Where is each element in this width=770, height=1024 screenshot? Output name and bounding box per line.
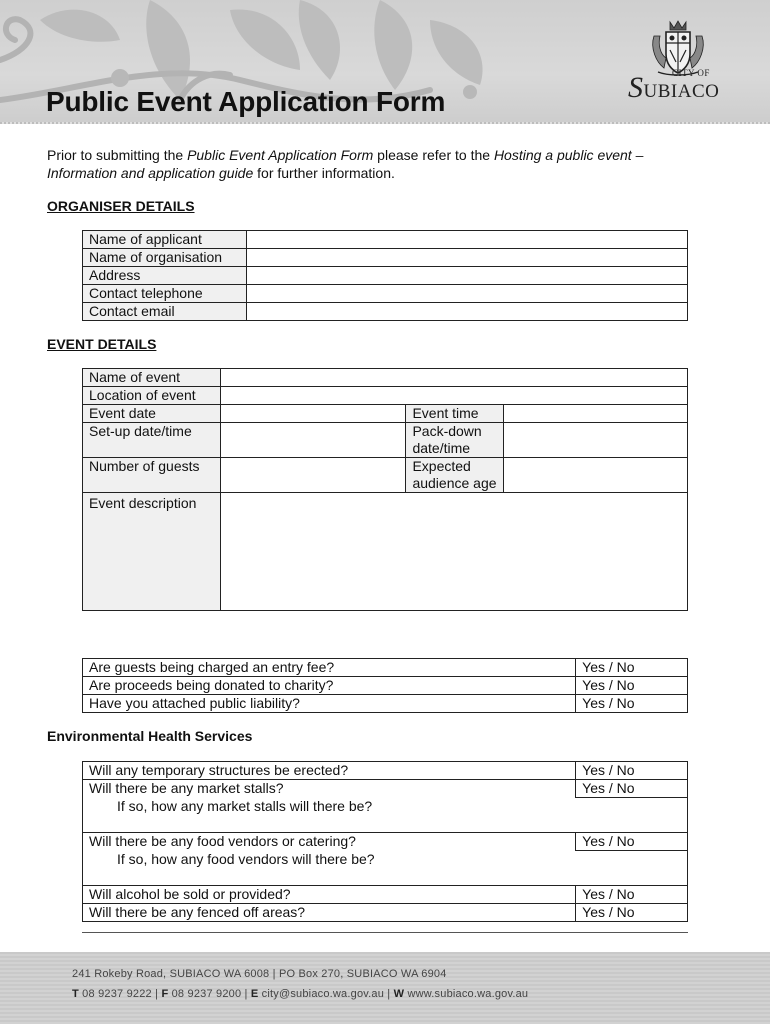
footer-contacts bbox=[72, 988, 528, 1000]
question-label: Are guests being charged an entry fee? bbox=[83, 659, 576, 677]
applicant-name-field[interactable] bbox=[246, 231, 687, 249]
audience-age-field[interactable] bbox=[504, 458, 688, 493]
intro-paragraph bbox=[47, 146, 697, 182]
table-row bbox=[83, 249, 688, 267]
page-title: Public Event Application Form bbox=[46, 86, 446, 117]
intro-text-1: Prior to submitting the bbox=[47, 147, 188, 163]
fax-value: 08 9237 9200 | bbox=[168, 988, 251, 1000]
table-row bbox=[83, 780, 688, 798]
intro-guide-name: Hosting a public event – Information and application guide bbox=[47, 147, 644, 181]
followup-label: If so, how any market stalls will there be? bbox=[117, 798, 373, 814]
question-label: Have you attached public liability? bbox=[83, 695, 576, 713]
field-label: Address bbox=[83, 267, 247, 285]
table-row bbox=[83, 904, 688, 922]
table-row bbox=[83, 303, 688, 321]
table-row bbox=[83, 833, 688, 851]
question-label: Will alcohol be sold or provided? bbox=[83, 886, 576, 904]
website-value: www.subiaco.wa.gov.au bbox=[404, 988, 529, 1000]
fax-label: F bbox=[161, 988, 169, 1000]
intro-form-name: Public Event Application Form bbox=[187, 147, 374, 163]
table-row bbox=[83, 659, 688, 677]
table-row bbox=[83, 695, 688, 713]
page-header bbox=[0, 0, 770, 124]
email-value: city@subiaco.wa.gov.au | bbox=[258, 988, 394, 1000]
setup-datetime-field[interactable] bbox=[220, 423, 406, 458]
event-details-heading: EVENT DETAILS bbox=[47, 336, 157, 352]
question-label: Will there be any fenced off areas? bbox=[83, 904, 576, 922]
organiser-details-table bbox=[82, 230, 688, 321]
followup-label: If so, how any food vendors will there be? bbox=[117, 851, 375, 867]
field-label: Contact email bbox=[83, 303, 247, 321]
table-row bbox=[83, 423, 688, 458]
intro-text-3: for further information. bbox=[253, 165, 395, 181]
field-label: Event description bbox=[83, 493, 221, 611]
question-label: Will there be any market stalls? bbox=[83, 780, 576, 798]
website-label: W bbox=[393, 988, 405, 1000]
question-label: Are proceeds being donated to charity? bbox=[83, 677, 576, 695]
event-description-field[interactable] bbox=[220, 493, 687, 611]
packdown-datetime-field[interactable] bbox=[504, 423, 688, 458]
organiser-details-heading: ORGANISER DETAILS bbox=[47, 198, 195, 214]
city-of-subiaco-logo bbox=[622, 18, 732, 110]
field-label: Name of event bbox=[83, 369, 221, 387]
address-field[interactable] bbox=[246, 267, 687, 285]
field-label: Event date bbox=[83, 405, 221, 423]
event-questions-table bbox=[82, 658, 688, 713]
public-liability-yes-no[interactable]: Yes / No bbox=[576, 695, 688, 713]
table-row bbox=[83, 851, 688, 886]
question-label: Will there be any food vendors or catering? bbox=[83, 833, 576, 851]
question-label: Will any temporary structures be erected? bbox=[83, 762, 576, 780]
field-label: Pack-down date/time bbox=[406, 423, 504, 458]
table-row bbox=[83, 285, 688, 303]
logo-city-of: CITY OF bbox=[672, 68, 710, 78]
table-row bbox=[83, 677, 688, 695]
logo-s: S bbox=[628, 71, 644, 104]
page-footer bbox=[0, 952, 770, 1024]
table-row bbox=[83, 267, 688, 285]
market-stalls-count-field[interactable] bbox=[83, 798, 688, 833]
market-stalls-yes-no[interactable]: Yes / No bbox=[576, 780, 688, 798]
field-label: Event time bbox=[406, 405, 504, 423]
field-label: Contact telephone bbox=[83, 285, 247, 303]
field-label: Expected audience age bbox=[406, 458, 504, 493]
organisation-name-field[interactable] bbox=[246, 249, 687, 267]
intro-text-2: please refer to the bbox=[373, 147, 494, 163]
charity-yes-no[interactable]: Yes / No bbox=[576, 677, 688, 695]
food-vendors-count-field[interactable] bbox=[83, 851, 688, 886]
table-row bbox=[83, 886, 688, 904]
temporary-structures-yes-no[interactable]: Yes / No bbox=[576, 762, 688, 780]
table-row bbox=[83, 231, 688, 249]
telephone-value: 08 9237 9222 | bbox=[78, 988, 162, 1000]
event-location-field[interactable] bbox=[220, 387, 687, 405]
event-details-table bbox=[82, 368, 688, 611]
contact-telephone-field[interactable] bbox=[246, 285, 687, 303]
fenced-areas-yes-no[interactable]: Yes / No bbox=[576, 904, 688, 922]
email-label: E bbox=[250, 988, 259, 1000]
table-row bbox=[83, 458, 688, 493]
event-date-field[interactable] bbox=[220, 405, 406, 423]
table-row bbox=[83, 369, 688, 387]
table-row bbox=[83, 798, 688, 833]
table-row bbox=[83, 762, 688, 780]
table-row bbox=[83, 405, 688, 423]
field-label: Set-up date/time bbox=[83, 423, 221, 458]
contact-email-field[interactable] bbox=[246, 303, 687, 321]
field-label: Name of applicant bbox=[83, 231, 247, 249]
logo-ubiaco: UBIACO bbox=[643, 81, 720, 102]
entry-fee-yes-no[interactable]: Yes / No bbox=[576, 659, 688, 677]
table-row bbox=[83, 493, 688, 611]
footer-divider bbox=[82, 932, 688, 933]
table-row bbox=[83, 387, 688, 405]
field-label: Name of organisation bbox=[83, 249, 247, 267]
field-label: Number of guests bbox=[83, 458, 221, 493]
alcohol-yes-no[interactable]: Yes / No bbox=[576, 886, 688, 904]
telephone-label: T bbox=[72, 988, 79, 1000]
field-label: Location of event bbox=[83, 387, 221, 405]
event-name-field[interactable] bbox=[220, 369, 687, 387]
number-of-guests-field[interactable] bbox=[220, 458, 406, 493]
event-time-field[interactable] bbox=[504, 405, 688, 423]
header-divider bbox=[0, 122, 770, 124]
footer-address: 241 Rokeby Road, SUBIACO WA 6008 | PO Box 270, SUBIACO WA 6904 bbox=[72, 968, 447, 980]
environmental-health-heading: Environmental Health Services bbox=[47, 728, 253, 744]
environmental-health-table bbox=[82, 761, 688, 922]
food-vendors-yes-no[interactable]: Yes / No bbox=[576, 833, 688, 851]
